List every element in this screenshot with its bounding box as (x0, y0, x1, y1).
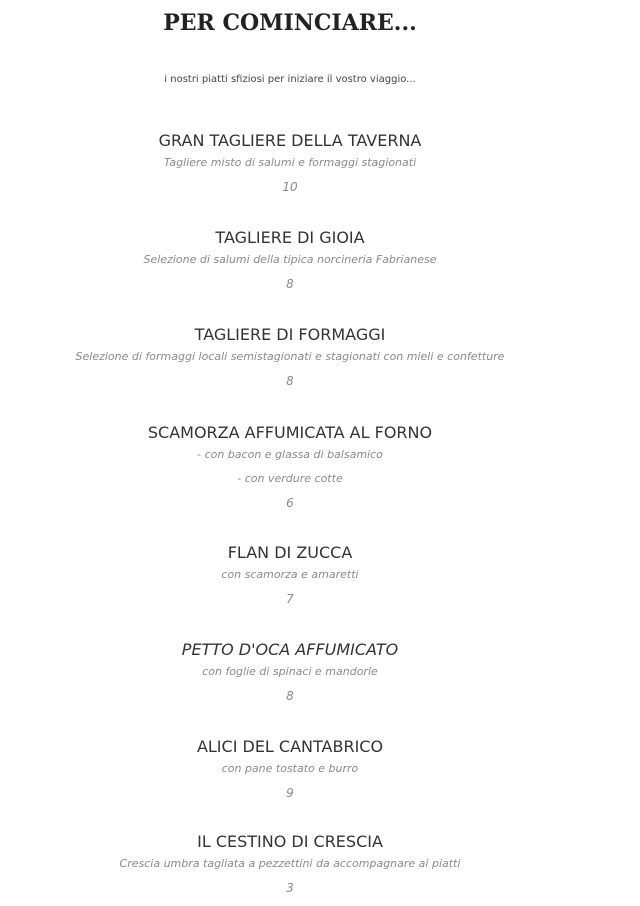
menu-item-description: con foglie di spinaci e mandorle (202, 665, 378, 678)
menu-item-price: 10 (282, 180, 298, 194)
menu-item-name: TAGLIERE DI FORMAGGI (194, 325, 386, 344)
menu-item-name: GRAN TAGLIERE DELLA TAVERNA (158, 131, 422, 150)
menu-item-price: 8 (286, 374, 294, 388)
menu-item-tagliere-gioia (0, 228, 580, 296)
menu-item-description: Selezione di salumi della tipica norcineria Fabrianese (143, 253, 437, 266)
menu-item-alici (0, 737, 580, 805)
menu-item-price: 6 (286, 496, 294, 510)
menu-item-price: 3 (286, 881, 294, 895)
menu-item-tagliere-formaggi (0, 325, 580, 393)
menu-item-name: SCAMORZA AFFUMICATA AL FORNO (147, 423, 433, 442)
menu-item-description: Tagliere misto di salumi e formaggi stagionati (163, 156, 417, 169)
menu-item-price: 9 (286, 786, 294, 800)
menu-item-price: 8 (286, 277, 294, 291)
menu-item-name: PETTO D'OCA AFFUMICATO (181, 640, 399, 659)
menu-item-description-alt: - con verdure cotte (237, 472, 343, 485)
menu-item-description: - con bacon e glassa di balsamico (197, 448, 383, 461)
menu-item-scamorza (0, 423, 580, 515)
menu-item-description: Selezione di formaggi locali semistagionati e stagionati con mieli e confetture (75, 350, 505, 363)
menu-item-cestino-crescia (0, 832, 580, 900)
menu-item-price: 8 (286, 689, 294, 703)
menu-item-flan-zucca (0, 543, 580, 611)
menu-item-gran-tagliere (0, 131, 580, 199)
menu-item-petto-oca (0, 640, 580, 708)
menu-item-name: FLAN DI ZUCCA (227, 543, 353, 562)
menu-item-price: 7 (286, 592, 294, 606)
menu-item-description: con scamorza e amaretti (221, 568, 359, 581)
menu-item-description: Crescia umbra tagliata a pezzettini da accompagnare ai piatti (119, 857, 461, 870)
menu-item-name: TAGLIERE DI GIOIA (215, 228, 365, 247)
menu-item-name: IL CESTINO DI CRESCIA (197, 832, 383, 851)
intro-text: i nostri piatti sfiziosi per iniziare il vostro viaggio... (164, 74, 416, 85)
page-title: PER COMINCIARE... (163, 10, 417, 36)
menu-item-description: con pane tostato e burro (221, 762, 359, 775)
menu-item-name: ALICI DEL CANTABRICO (196, 737, 384, 756)
